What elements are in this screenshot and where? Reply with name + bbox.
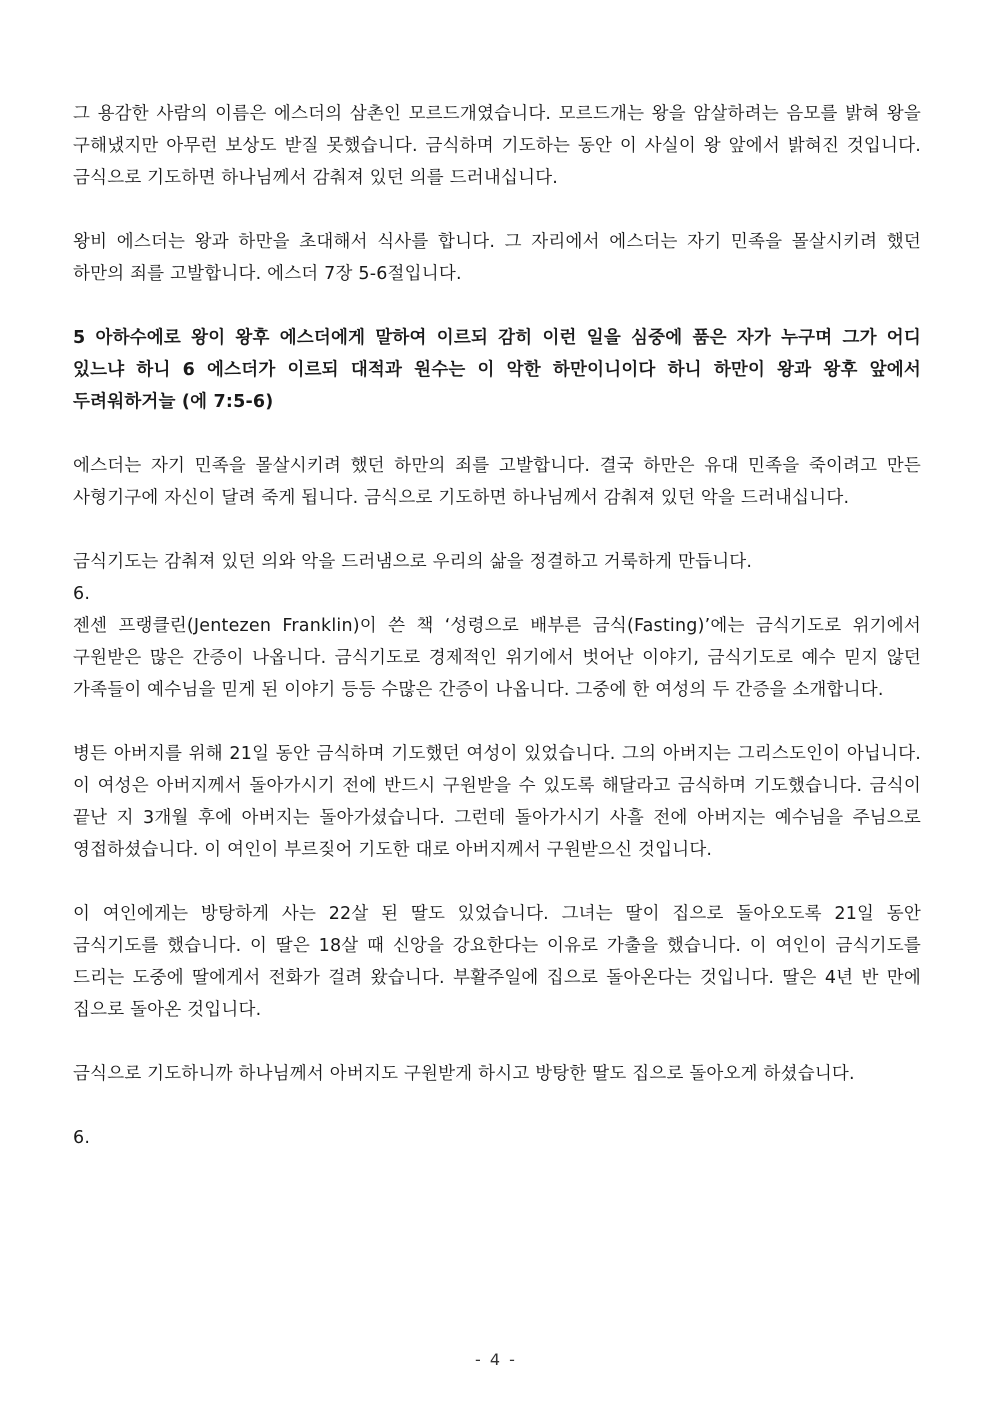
paragraph-gap [73,290,921,322]
paragraph-fasting-summary: 금식기도는 감춰져 있던 의와 악을 드러냄으로 우리의 삶을 정결하고 거룩하게 만듭니다. [73,552,753,572]
paragraph-franklin-book: 젠센 프랭클린(Jentezen Franklin)이 쓴 책 ‘성령으로 배부른 금식(Fasting)’에는 금식기도로 위기에서 구원받은 많은 간증이 나옵니다. 금식기도로 경제적인 위기에서 벗어난 이야기, 금식기도로 예수 믿지 않던 가족들이 예수님을 믿게 된 이야기 등등 수많은 간증이 나옵니다. 그중에 한 여성의 두 간증을 소개합니다. [73,616,921,700]
paragraph-gap [73,418,921,450]
paragraph-gap [73,194,921,226]
paragraph-gap [73,706,921,738]
paragraph-conclusion: 금식으로 기도하니까 하나님께서 아버지도 구원받게 하시고 방탕한 딸도 집으로 돌아오게 하셨습니다. [73,1064,855,1084]
scripture-quote: 5 아하수에로 왕이 왕후 에스더에게 말하여 이르되 감히 이런 일을 심중에 품은 자가 누구며 그가 어디 있느냐 하니 6 에스더가 이르되 대적과 원수는 이 악한 하만이니이다 하니 하만이 왕과 왕후 앞에서 두려워하거늘 (에 7:5-6) [73,328,921,412]
document-body [73,98,921,1154]
paragraph-gap [73,1090,921,1122]
paragraph-gap [73,514,921,546]
paragraph-gap [73,866,921,898]
paragraph-haman-judgment: 에스더는 자기 민족을 몰살시키려 했던 하만의 죄를 고발합니다. 결국 하만은 유대 민족을 죽이려고 만든 사형기구에 자신이 달려 죽게 됩니다. 금식으로 기도하면 하나님께서 감춰져 있던 악을 드러내십니다. [73,456,921,508]
section-number: 6. [73,584,91,604]
paragraph-gap [73,1026,921,1058]
paragraph-esther-banquet: 왕비 에스더는 왕과 하만을 초대해서 식사를 합니다. 그 자리에서 에스더는 자기 민족을 몰살시키려 했던 하만의 죄를 고발합니다. 에스더 7장 5-6절입니다. [73,232,921,284]
page-number: - 4 - [475,1350,517,1369]
section-number: 6. [73,1128,91,1148]
paragraph-mordecai: 그 용감한 사람의 이름은 에스더의 삼촌인 모르드개였습니다. 모르드개는 왕을 암살하려는 음모를 밝혀 왕을 구해냈지만 아무런 보상도 받질 못했습니다. 금식하며 기도하는 동안 이 사실이 왕 앞에서 밝혀진 것입니다. 금식으로 기도하면 하나님께서 감춰져 있던 의를 드러내십니다. [73,104,921,188]
paragraph-daughter-testimony: 이 여인에게는 방탕하게 사는 22살 된 딸도 있었습니다. 그녀는 딸이 집으로 돌아오도록 21일 동안 금식기도를 했습니다. 이 딸은 18살 때 신앙을 강요한다는 이유로 가출을 했습니다. 이 여인이 금식기도를 드리는 도중에 딸에게서 전화가 걸려 왔습니다. 부활주일에 집으로 돌아온다는 것입니다. 딸은 4년 반 만에 집으로 돌아온 것입니다. [73,904,921,1020]
paragraph-father-testimony: 병든 아버지를 위해 21일 동안 금식하며 기도했던 여성이 있었습니다. 그의 아버지는 그리스도인이 아닙니다. 이 여성은 아버지께서 돌아가시기 전에 반드시 구원받을 수 있도록 해달라고 금식하며 기도했습니다. 금식이 끝난 지 3개월 후에 아버지는 돌아가셨습니다. 그런데 돌아가시기 사흘 전에 아버지는 예수님을 주님으로 영접하셨습니다. 이 여인이 부르짖어 기도한 대로 아버지께서 구원받으신 것입니다. [73,744,921,860]
